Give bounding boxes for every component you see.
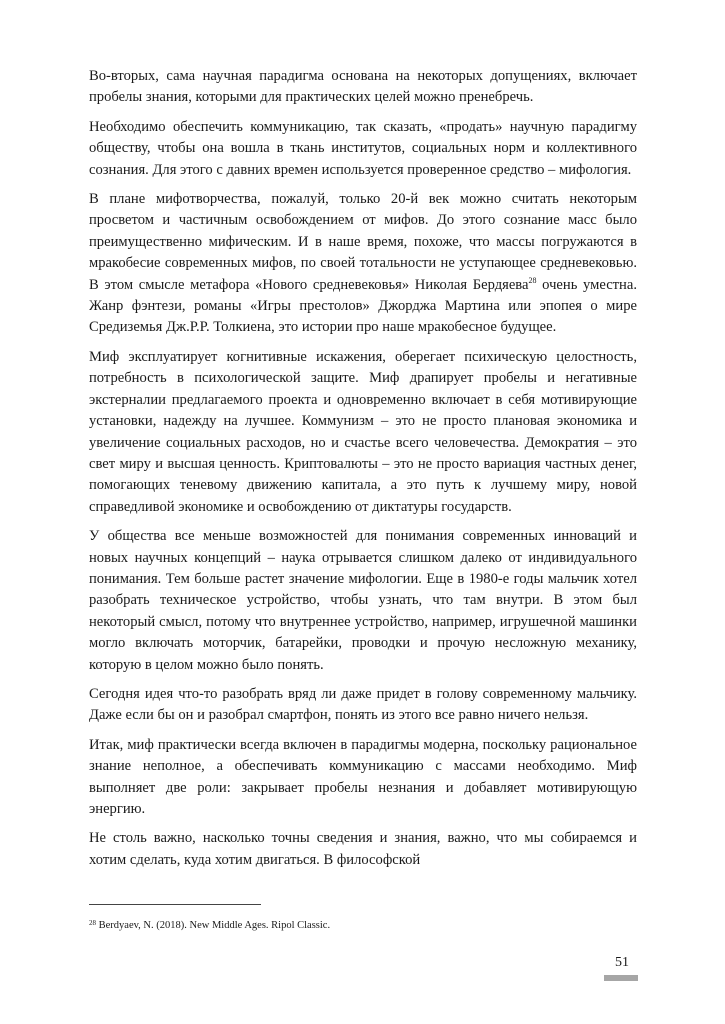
paragraph-4: Миф эксплуатирует когнитивные искажения, оберегает психическую целостность, потребность в психологической защите. Миф драпирует пробелы и негативные экстерналии предлагаемого проекта и одновременно включает в себя мотивирующие установки, надежду на лучшее. Коммунизм – это не просто плановая экономика и увеличение социальных расходов, но и счастье всего человечества. Демократия – это свет миру и высшая ценность. Криптовалюты – это не просто вариация частных денег, помогающих теневому движению капитала, а это путь к лучшему миру, новой справедливой экономике и освобождению от диктатуры государств.: [89, 348, 637, 515]
footnote-number: 28: [89, 919, 96, 927]
page-body: [89, 66, 637, 879]
paragraph-3-text-start: В плане мифотворчества, пожалуй, только 20-й век можно считать некоторым просветом и частичным освобождением от мифов. До этого сознание масс было преимущественно мифическим. И в наше время, похоже, что массы погружаются в мракобесие современных мифов, по своей тотальности не уступающее средневековью. В этом смысле метафора «Нового средневековья» Николая Бердяева: [89, 191, 637, 293]
footnote-reference[interactable]: 28: [528, 275, 537, 285]
page-number-bar: [604, 975, 638, 981]
paragraph-8: Не столь важно, насколько точны сведения и знания, важно, что мы собираемся и хотим сделать, куда хотим двигаться. В философской: [89, 830, 637, 868]
paragraph-1: Во-вторых, сама научная парадигма основана на некоторых допущениях, включает пробелы знания, которыми для практических целей можно пренебречь.: [89, 68, 637, 106]
footnote-separator: [89, 904, 261, 905]
paragraph-3: [89, 189, 637, 339]
page-number: 51: [615, 955, 629, 970]
paragraph-2: Необходимо обеспечить коммуникацию, так сказать, «продать» научную парадигму обществу, чтобы она вошла в ткань институтов, социальных норм и коллективного сознания. Для этого с давних времен используется проверенное средство – мифология.: [89, 118, 637, 178]
footnote: [89, 916, 330, 933]
paragraph-5: У общества все меньше возможностей для понимания современных инноваций и новых научных концепций – наука отрывается слишком далеко от индивидуального понимания. Тем больше растет значение мифологии. Еще в 1980-е годы мальчик хотел разобрать техническое устройство, чтобы узнать, что там внутри. В этом был некоторый смысл, потому что внутреннее устройство, например, игрушечной машинки могло включать моторчик, батарейки, проводки и прочую несложную механику, которую в целом можно было понять.: [89, 528, 637, 673]
paragraph-3-text-end: очень уместна. Жанр фэнтези, романы «Игры престолов» Джорджа Мартина или эпопея о мире Средиземья Дж.Р.Р. Толкиена, это истории про наше мракобесное будущее.: [89, 276, 637, 336]
paragraph-7: Итак, миф практически всегда включен в парадигмы модерна, поскольку рациональное знание неполное, а обеспечивать коммуникацию с массами необходимо. Миф выполняет две роли: закрывает пробелы незнания и добавляет мотивирующую энергию.: [89, 736, 637, 817]
paragraph-6: Сегодня идея что-то разобрать вряд ли даже придет в голову современному мальчику. Даже если бы он и разобрал смартфон, понять из этого все равно ничего нельзя.: [89, 685, 637, 724]
footnote-text: Berdyaev, N. (2018). New Middle Ages. Ripol Classic.: [96, 920, 331, 931]
